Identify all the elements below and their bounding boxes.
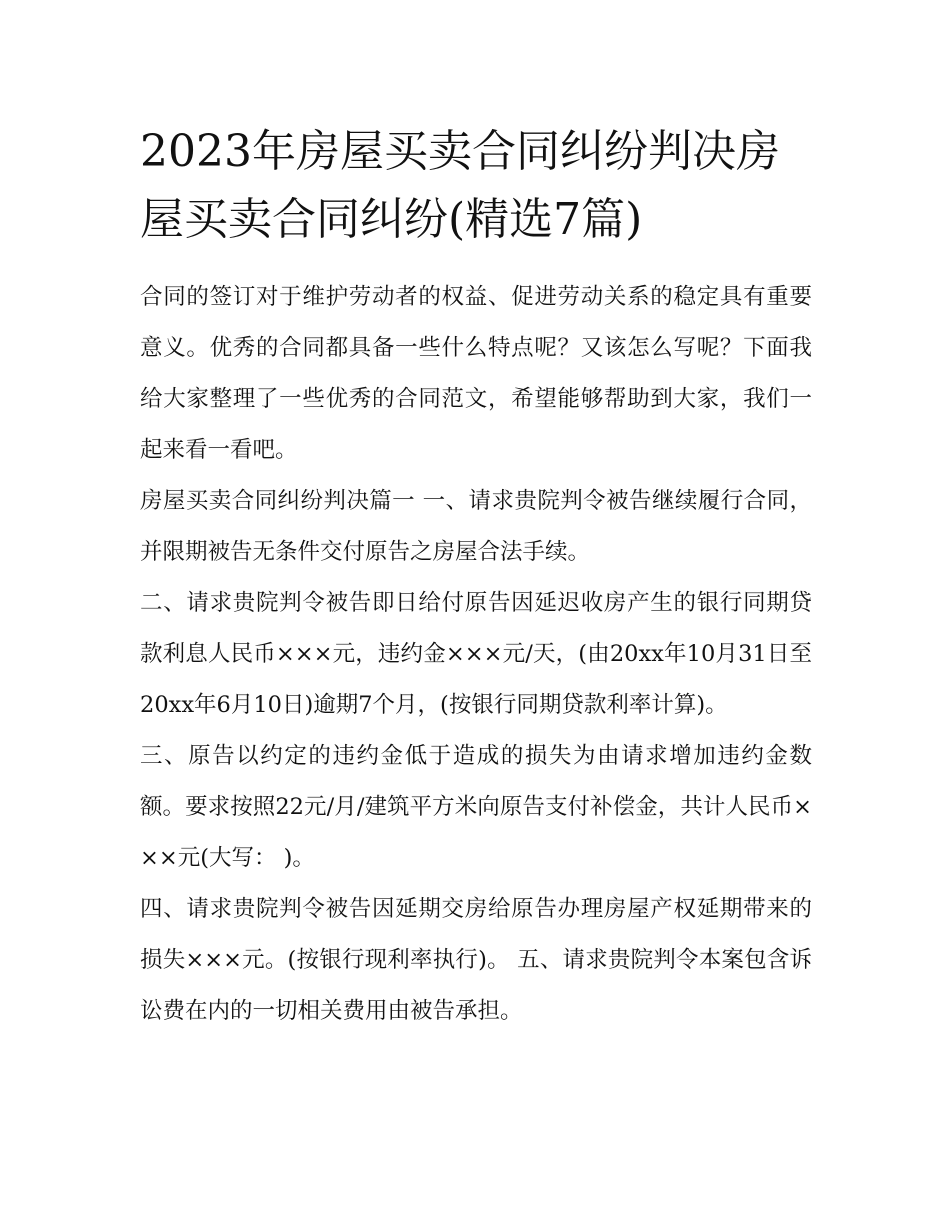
paragraph-intro: 合同的签订对于维护劳动者的权益、促进劳动关系的稳定具有重要意义。优秀的合同都具备一些什么特点呢？又该怎么写呢？下面我给大家整理了一些优秀的合同范文，希望能够帮助到大家，我们一起来看一看吧。 bbox=[140, 284, 812, 463]
paragraph-claim-4: 四、请求贵院判令被告因延期交房给原告办理房屋产权延期带来的损失×××元。(按银行现利率执行)。 五、请求贵院判令本案包含诉讼费在内的一切相关费用由被告承担。 bbox=[140, 896, 812, 1024]
document-title: 2023年房屋买卖合同纠纷判决房屋买卖合同纠纷(精选7篇) bbox=[140, 126, 780, 245]
paragraph-claim-2: 二、请求贵院判令被告即日给付原告因延迟收房产生的银行同期贷款利息人民币×××元，违约金×××元/天，(由20xx年10月31日至20xx年6月10日)逾期7个月，(按银行同期贷款利率计算)。 bbox=[140, 590, 812, 718]
document-page bbox=[140, 118, 812, 1037]
paragraph-claim-1: 房屋买卖合同纠纷判决篇一 一、请求贵院判令被告继续履行合同，并限期被告无条件交付原告之房屋合法手续。 bbox=[140, 488, 812, 565]
paragraph-claim-3: 三、原告以约定的违约金低于造成的损失为由请求增加违约金数额。要求按照22元/月/建筑平方米向原告支付补偿金，共计人民币×××元(大写： )。 bbox=[140, 743, 812, 871]
